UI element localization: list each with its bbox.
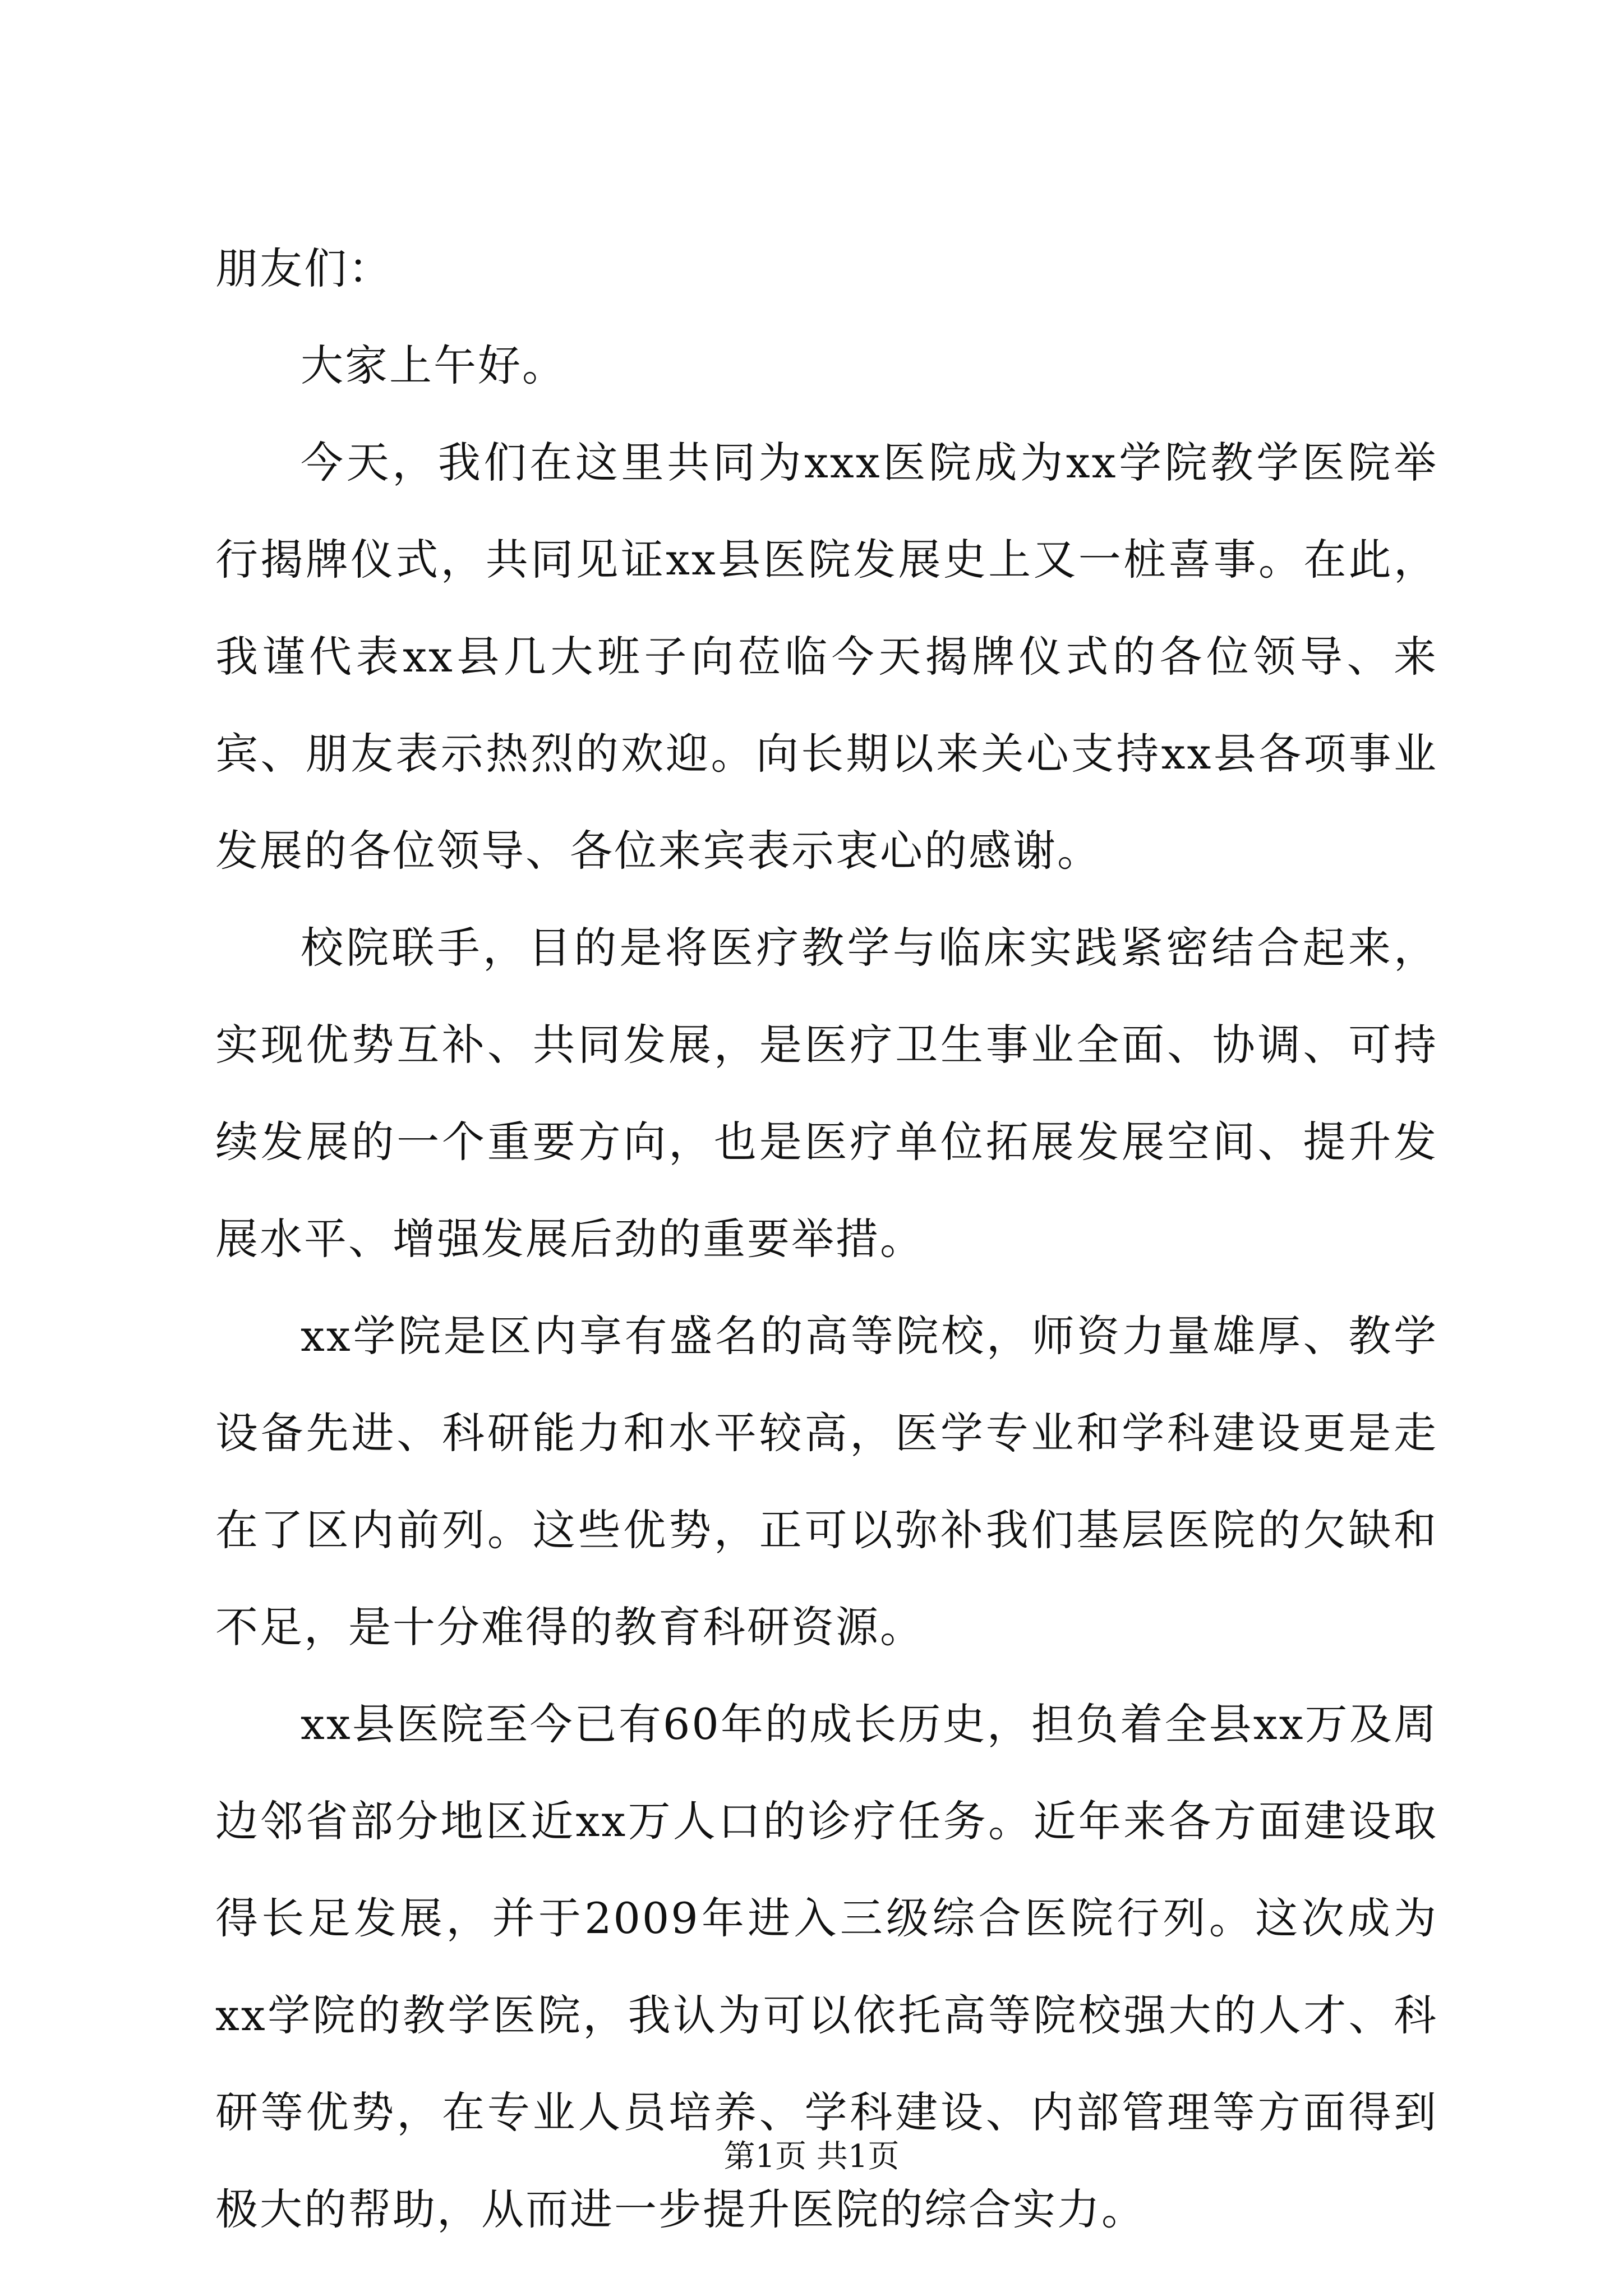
page-footer: 第1页 共1页	[723, 2138, 900, 2175]
paragraph-3: 校院联手，目的是将医疗教学与临床实践紧密结合起来，实现优势互补、共同发展，是医疗卫生事业全面、协调、可持续发展的一个重要方向，也是医疗单位拓展发展空间、提升发展水平、增强发展后劲的重要举措。	[215, 923, 1438, 1264]
greeting-line: 朋友们：	[215, 243, 393, 293]
paragraph-1: 大家上午好。	[301, 341, 566, 390]
document-body	[215, 220, 1438, 2258]
paragraph-2: 今天，我们在这里共同为xxx医院成为xx学院教学医院举行揭牌仪式，共同见证xx县医院发展史上又一桩喜事。在此，我谨代表xx县几大班子向莅临今天揭牌仪式的各位领导、来宾、朋友表示热烈的欢迎。向长期以来关心支持xx县各项事业发展的各位领导、各位来宾表示衷心的感谢。	[215, 438, 1438, 876]
paragraph-4: xx学院是区内享有盛名的高等院校，师资力量雄厚、教学设备先进、科研能力和水平较高，医学专业和学科建设更是走在了区内前列。这些优势，正可以弥补我们基层医院的欠缺和不足，是十分难得的教育科研资源。	[215, 1311, 1438, 1652]
paragraph-5: xx县医院至今已有60年的成长历史，担负着全县xx万及周边邻省部分地区近xx万人口的诊疗任务。近年来各方面建设取得长足发展，并于2009年进入三级综合医院行列。这次成为xx学院的教学医院，我认为可以依托高等院校强大的人才、科研等优势，在专业人员培养、学科建设、内部管理等方面得到极大的帮助，从而进一步提升医院的综合实力。	[215, 1699, 1438, 2234]
